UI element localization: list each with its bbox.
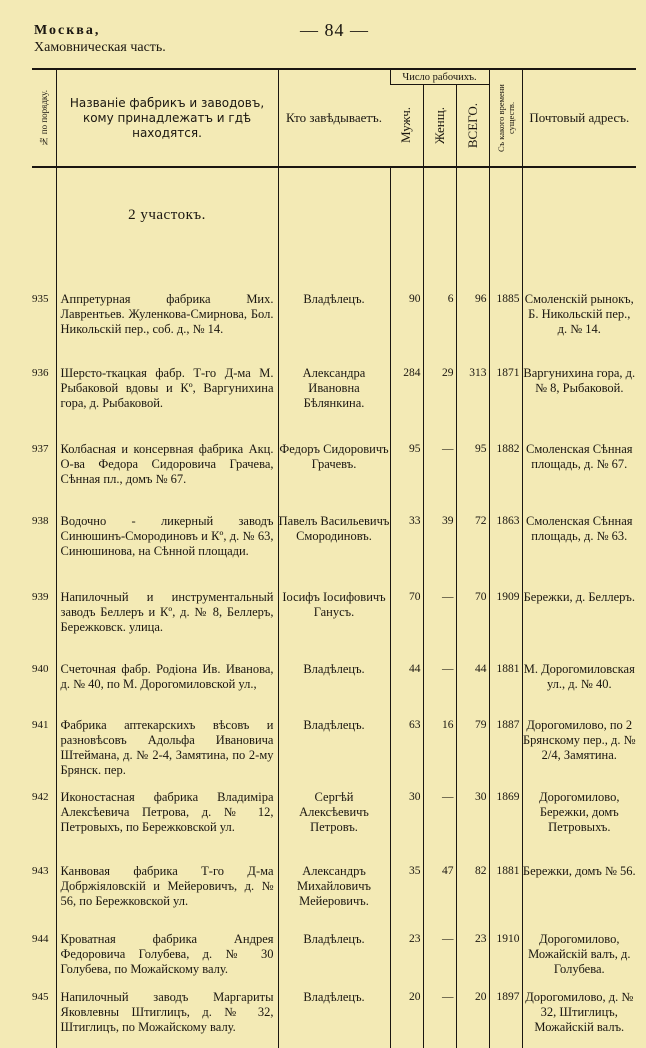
row-number: 935 — [32, 293, 49, 305]
factory-name: Аппретурная фабрика Мих. Лаврентьев. Жуленкова-Смирнова, Бол. Никольскій пер., соб. д., № 14. — [56, 286, 278, 360]
manager-name: Александръ Михайловичъ Мейеровичъ. — [278, 858, 390, 926]
since-year: 1887 — [489, 712, 522, 784]
col-header-women: Женщ. — [423, 85, 456, 168]
manager-name: Владѣлецъ. — [278, 656, 390, 712]
factory-name: Иконостасная фабрика Владиміра Алексѣевича Петрова, д. № 12, Петровыхъ, по Бережковской ул. — [56, 784, 278, 858]
total-count: 23 — [456, 926, 489, 984]
manager-name: Іосифъ Іосифовичъ Ганусъ. — [278, 584, 390, 656]
row-number: 944 — [32, 933, 49, 945]
total-count: 82 — [456, 858, 489, 926]
postal-address: Бережки, д. Беллеръ. — [522, 584, 636, 656]
table-row — [32, 656, 636, 712]
men-count: 63 — [390, 712, 423, 784]
manager-name: Федоръ Сидоровичъ Грачевъ. — [278, 436, 390, 508]
women-count: — — [423, 436, 456, 508]
postal-address: Бережки, домъ № 56. — [522, 858, 636, 926]
total-count: 70 — [456, 584, 489, 656]
men-count: 70 — [390, 584, 423, 656]
row-number: 936 — [32, 367, 49, 379]
women-count: 16 — [423, 712, 456, 784]
factory-name: Колбасная и консервная фабрика Акц. О-ва Федора Сидоровича Грачева, Сѣнная пл., домъ № 67. — [56, 436, 278, 508]
total-count: 44 — [456, 656, 489, 712]
since-year: 1869 — [489, 784, 522, 858]
women-count: 39 — [423, 508, 456, 584]
manager-name: Владѣлецъ. — [278, 984, 390, 1048]
page-header — [34, 22, 166, 56]
row-number: 943 — [32, 865, 49, 877]
total-count: 95 — [456, 436, 489, 508]
postal-address: Дорогомилово, Бережки, домъ Петровыхъ. — [522, 784, 636, 858]
manager-name: Сергѣй Алексѣевичъ Петровъ. — [278, 784, 390, 858]
factory-name: Счеточная фабр. Родіона Ив. Иванова, д. № 40, по М. Дорогомиловской ул., — [56, 656, 278, 712]
section-title: 2 участокъ. — [56, 167, 278, 286]
men-count: 284 — [390, 360, 423, 436]
men-count: 20 — [390, 984, 423, 1048]
since-year: 1909 — [489, 584, 522, 656]
factory-name: Водочно - ликерный заводъ Синюшинъ-Смородиновъ и Кº, д. № 63, Синюшинова, на Сѣнной площади. — [56, 508, 278, 584]
row-number: 945 — [32, 991, 49, 1003]
col-header-manager: Кто завѣдываетъ. — [278, 69, 390, 167]
col-header-number: № по порядку. — [38, 89, 49, 147]
table-row — [32, 360, 636, 436]
men-count: 30 — [390, 784, 423, 858]
manager-name: Павелъ Васильевичъ Смородиновъ. — [278, 508, 390, 584]
total-count: 72 — [456, 508, 489, 584]
women-count: 6 — [423, 286, 456, 360]
men-count: 23 — [390, 926, 423, 984]
men-count: 90 — [390, 286, 423, 360]
postal-address: Варгунихина гора, д. № 8, Рыбаковой. — [522, 360, 636, 436]
since-year: 1863 — [489, 508, 522, 584]
row-number: 941 — [32, 719, 49, 731]
since-year: 1871 — [489, 360, 522, 436]
total-count: 20 — [456, 984, 489, 1048]
table-row — [32, 286, 636, 360]
factory-name: Напилочный заводъ Маргариты Яковлевны Штиглицъ, д. № 32, Штиглицъ, по Можайскому валу. — [56, 984, 278, 1048]
col-header-workers: Число рабочихъ. — [390, 69, 489, 85]
row-number: 942 — [32, 791, 49, 803]
table-row — [32, 584, 636, 656]
city-name: Москва, — [34, 23, 101, 38]
factory-table — [32, 68, 636, 1048]
factory-name: Канвовая фабрика Т-го Д-ма Добржіяловскій и Мейеровичъ, д. № 56, по Бережковской ул. — [56, 858, 278, 926]
page-number: — 84 — — [300, 20, 369, 40]
table-row — [32, 984, 636, 1048]
men-count: 95 — [390, 436, 423, 508]
women-count: 29 — [423, 360, 456, 436]
row-number: 939 — [32, 591, 49, 603]
manager-name: Владѣлецъ. — [278, 926, 390, 984]
district-name: Хамовническая часть. — [34, 40, 166, 55]
since-year: 1910 — [489, 926, 522, 984]
women-count: — — [423, 984, 456, 1048]
total-count: 79 — [456, 712, 489, 784]
col-header-address: Почтовый адресъ. — [522, 69, 636, 167]
postal-address: Дорогомилово, по 2 Брянскому пер., д. № 2/4, Замятина. — [522, 712, 636, 784]
row-number: 940 — [32, 663, 49, 675]
table-row — [32, 926, 636, 984]
manager-name: Владѣлецъ. — [278, 712, 390, 784]
row-number: 937 — [32, 443, 49, 455]
total-count: 313 — [456, 360, 489, 436]
manager-name: Владѣлецъ. — [278, 286, 390, 360]
postal-address: Смоленскій рынокъ, Б. Никольскій пер., д. № 14. — [522, 286, 636, 360]
women-count: — — [423, 926, 456, 984]
women-count: — — [423, 584, 456, 656]
table-row — [32, 508, 636, 584]
table-row — [32, 436, 636, 508]
postal-address: Дорогомилово, Можайскій валъ, д. Голубева. — [522, 926, 636, 984]
since-year: 1885 — [489, 286, 522, 360]
since-year: 1897 — [489, 984, 522, 1048]
factory-name: Шерсто-ткацкая фабр. Т-го Д-ма М. Рыбаковой вдовы и Кº, Варгунихина гора, д. Рыбаковой. — [56, 360, 278, 436]
table-row — [32, 784, 636, 858]
col-header-total: ВСЕГО. — [456, 85, 489, 168]
factory-name: Кроватная фабрика Андрея Федоровича Голубева, д. № 30 Голубева, по Можайскому валу. — [56, 926, 278, 984]
postal-address: М. Дорогомиловская ул., д. № 40. — [522, 656, 636, 712]
total-count: 30 — [456, 784, 489, 858]
since-year: 1881 — [489, 656, 522, 712]
manager-name: Александра Ивановна Бѣлянкина. — [278, 360, 390, 436]
men-count: 35 — [390, 858, 423, 926]
col-header-men: Мужч. — [398, 107, 414, 144]
table-row — [32, 858, 636, 926]
men-count: 44 — [390, 656, 423, 712]
women-count: 47 — [423, 858, 456, 926]
factory-name: Напилочный и инструментальный заводъ Беллеръ и Кº, д. № 8, Беллеръ, Бережковск. улица. — [56, 584, 278, 656]
since-year: 1881 — [489, 858, 522, 926]
postal-address: Смоленская Сѣнная площадь, д. № 63. — [522, 508, 636, 584]
postal-address: Смоленская Сѣнная площадь, д. № 67. — [522, 436, 636, 508]
men-count: 33 — [390, 508, 423, 584]
women-count: — — [423, 784, 456, 858]
row-number: 938 — [32, 515, 49, 527]
total-count: 96 — [456, 286, 489, 360]
col-header-name: Названіе фабрикъ и заводовъ, кому принадлежатъ и гдѣ находятся. — [56, 69, 278, 167]
postal-address: Дорогомилово, д. № 32, Штиглицъ, Можайскій валъ. — [522, 984, 636, 1048]
women-count: — — [423, 656, 456, 712]
since-year: 1882 — [489, 436, 522, 508]
factory-name: Фабрика аптекарскихъ вѣсовъ и разновѣсовъ Адольфа Ивановича Штеймана, д. № 2-4, Замятина, по 2-му Брянск. пер. — [56, 712, 278, 784]
col-header-since: Съ какого времени существ. — [489, 69, 522, 167]
table-row — [32, 712, 636, 784]
